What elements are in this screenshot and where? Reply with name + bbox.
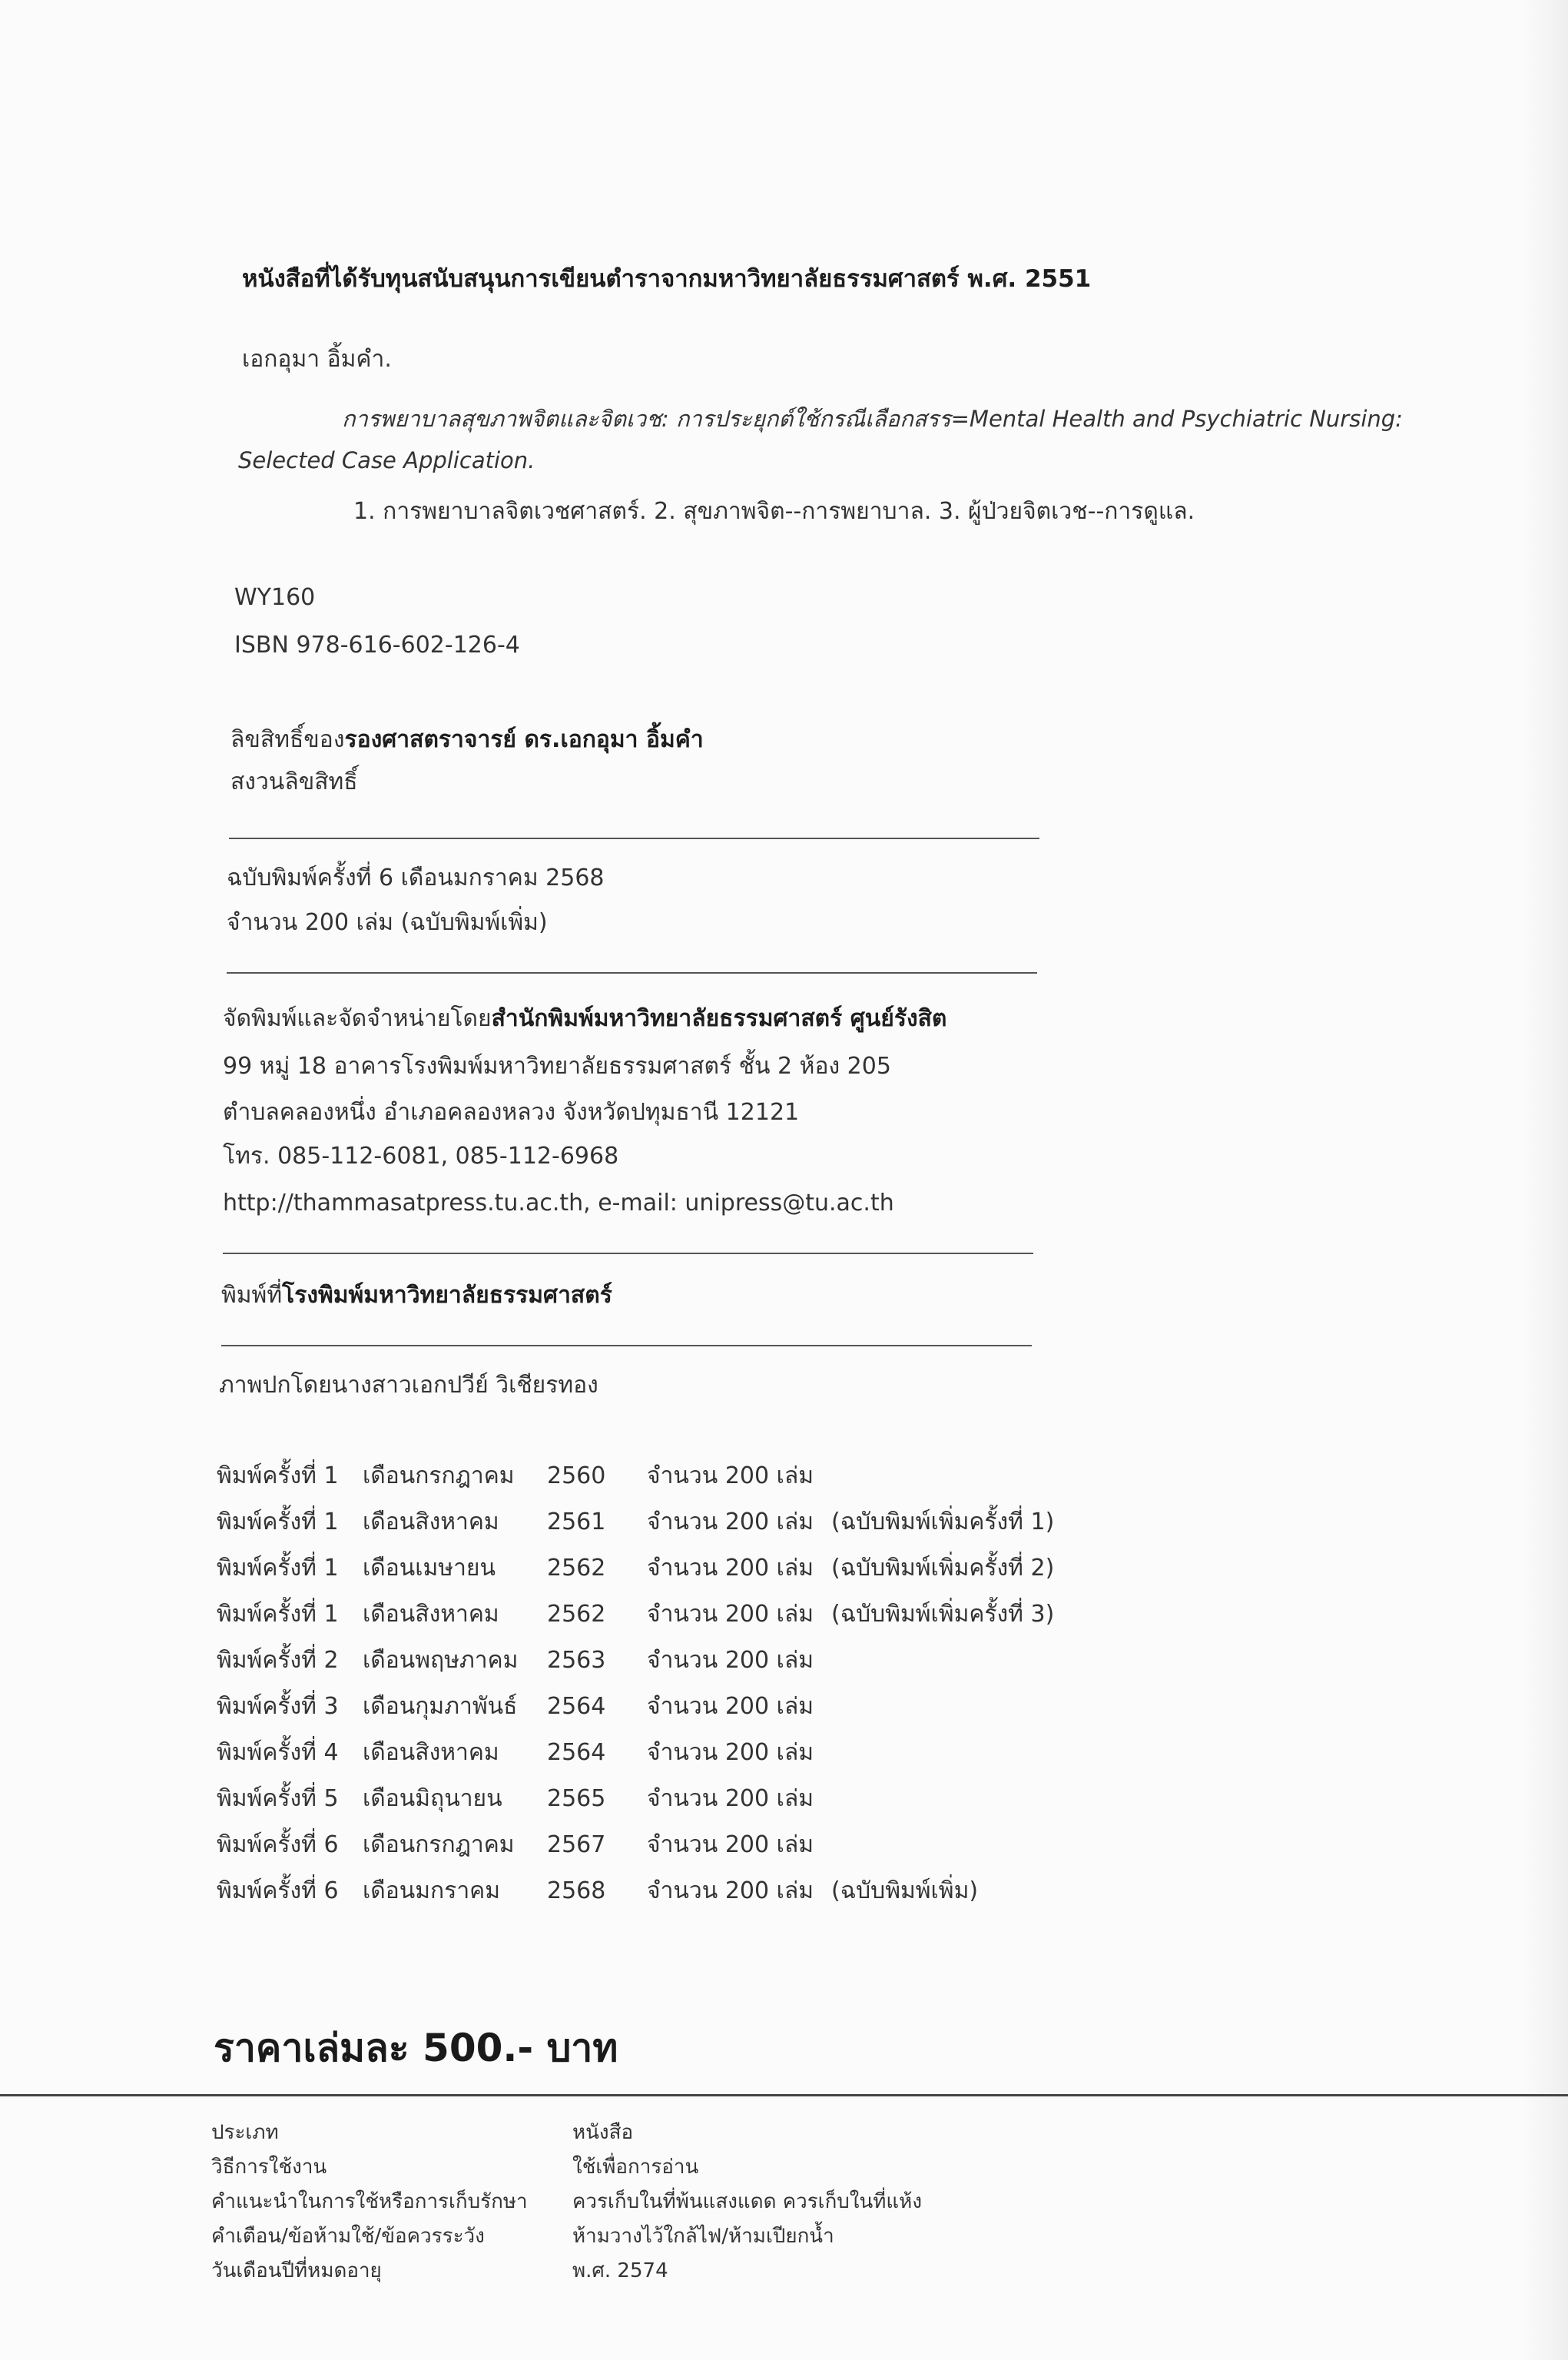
- author-entry: เอกอุมา อิ้มคำ.: [242, 346, 392, 373]
- printer-prefix: พิมพ์ที่: [221, 1282, 283, 1309]
- print-quantity: จำนวน 200 เล่ม: [647, 1692, 814, 1720]
- print-note: [831, 1821, 1092, 1867]
- print-note: [831, 1683, 1092, 1729]
- print-note: (ฉบับพิมพ์เพิ่มครั้งที่ 1): [831, 1508, 1055, 1535]
- print-year: 2565: [547, 1784, 606, 1812]
- print-month: เดือนสิงหาคม: [363, 1738, 499, 1766]
- print-note: [831, 1452, 1092, 1499]
- print-year: 2560: [547, 1462, 606, 1489]
- print-month: เดือนสิงหาคม: [363, 1600, 499, 1628]
- print-label: พิมพ์ครั้งที่ 1: [217, 1508, 339, 1535]
- footer-divider: [0, 2094, 1568, 2096]
- call-number: WY160: [234, 584, 316, 611]
- info-label: วันเดือนปีที่หมดอายุ: [211, 2259, 382, 2282]
- table-row: [217, 1683, 1092, 1729]
- print-month: เดือนมกราคม: [363, 1877, 501, 1904]
- print-label: พิมพ์ครั้งที่ 6: [217, 1877, 339, 1904]
- book-title-line2: Selected Case Application.: [238, 447, 535, 473]
- print-quantity: จำนวน 200 เล่ม: [647, 1646, 814, 1674]
- print-year: 2563: [547, 1646, 606, 1674]
- print-year: 2567: [547, 1831, 606, 1858]
- print-note: (ฉบับพิมพ์เพิ่มครั้งที่ 2): [831, 1554, 1055, 1582]
- info-label: คำเตือน/ข้อห้ามใช้/ข้อควรระวัง: [211, 2225, 485, 2248]
- info-value: หนังสือ: [572, 2121, 634, 2144]
- print-month: เดือนพฤษภาคม: [363, 1646, 519, 1674]
- edition-line: ฉบับพิมพ์ครั้งที่ 6 เดือนมกราคม 2568: [227, 865, 605, 891]
- publisher-prefix: จัดพิมพ์และจัดจำหน่ายโดย: [223, 1005, 492, 1032]
- print-year: 2564: [547, 1738, 606, 1766]
- print-label: พิมพ์ครั้งที่ 2: [217, 1646, 339, 1674]
- publisher-address1: 99 หมู่ 18 อาคารโรงพิมพ์มหาวิทยาลัยธรรมศาสตร์ ชั้น 2 ห้อง 205: [223, 1053, 891, 1080]
- edition-quantity: จำนวน 200 เล่ม (ฉบับพิมพ์เพิ่ม): [227, 909, 548, 936]
- table-row: [217, 1821, 1092, 1867]
- print-quantity: จำนวน 200 เล่ม: [647, 1508, 814, 1535]
- print-year: 2561: [547, 1508, 606, 1535]
- cover-credit: ภาพปกโดยนางสาวเอกปวีย์ วิเชียรทอง: [219, 1372, 598, 1399]
- subject-headings: 1. การพยาบาลจิตเวชศาสตร์. 2. สุขภาพจิต--การพยาบาล. 3. ผู้ป่วยจิตเวช--การดูแล.: [353, 498, 1195, 525]
- print-label: พิมพ์ครั้งที่ 1: [217, 1462, 339, 1489]
- divider: [223, 1253, 1033, 1254]
- print-month: เดือนเมษายน: [363, 1554, 496, 1582]
- print-month: เดือนกุมภาพันธ์: [363, 1692, 518, 1720]
- publisher-line: [223, 1005, 946, 1033]
- divider: [221, 1345, 1032, 1346]
- price: ราคาเล่มละ 500.- บาท: [214, 2026, 618, 2070]
- print-month: เดือนมิถุนายน: [363, 1784, 502, 1812]
- divider: [229, 838, 1039, 839]
- print-note: (ฉบับพิมพ์เพิ่มครั้งที่ 3): [831, 1600, 1055, 1628]
- table-row: [217, 1775, 1092, 1821]
- copyright-line: [230, 726, 704, 754]
- print-label: พิมพ์ครั้งที่ 5: [217, 1784, 339, 1812]
- publisher-web: http://thammasatpress.tu.ac.th, e-mail: unipress@tu.ac.th: [223, 1190, 894, 1217]
- publisher-name: สำนักพิมพ์มหาวิทยาลัยธรรมศาสตร์ ศูนย์รังสิต: [491, 1005, 947, 1032]
- print-quantity: จำนวน 200 เล่ม: [647, 1877, 814, 1904]
- table-row: [217, 1867, 1092, 1914]
- table-row: [217, 1637, 1092, 1683]
- print-month: เดือนสิงหาคม: [363, 1508, 499, 1535]
- printer-name: โรงพิมพ์มหาวิทยาลัยธรรมศาสตร์: [282, 1282, 612, 1309]
- isbn: ISBN 978-616-602-126-4: [234, 632, 520, 659]
- info-label: คำแนะนำในการใช้หรือการเก็บรักษา: [211, 2190, 528, 2213]
- table-row: [217, 1452, 1092, 1499]
- print-history-table: [217, 1452, 1092, 1914]
- funding-heading: หนังสือที่ได้รับทุนสนับสนุนการเขียนตำราจากมหาวิทยาลัยธรรมศาสตร์ พ.ศ. 2551: [242, 265, 1092, 293]
- print-note: [831, 1637, 1092, 1683]
- print-note: [831, 1775, 1092, 1821]
- table-row: [217, 1499, 1092, 1545]
- table-row: [217, 1545, 1092, 1591]
- print-label: พิมพ์ครั้งที่ 1: [217, 1600, 339, 1628]
- print-month: เดือนกรกฎาคม: [363, 1831, 515, 1858]
- rights-reserved: สงวนลิขสิทธิ์: [230, 768, 358, 795]
- print-year: 2562: [547, 1600, 606, 1628]
- printer-line: [221, 1282, 612, 1309]
- print-year: 2568: [547, 1877, 606, 1904]
- copyright-prefix: ลิขสิทธิ์ของ: [230, 726, 345, 753]
- book-title-line1: การพยาบาลสุขภาพจิตและจิตเวช: การประยุกต์ใช้กรณีเลือกสรร=Mental Health and Psychiatric Nursing:: [342, 406, 1403, 432]
- info-label: ประเภท: [211, 2121, 279, 2144]
- info-value: ใช้เพื่อการอ่าน: [572, 2156, 699, 2179]
- print-label: พิมพ์ครั้งที่ 6: [217, 1831, 339, 1858]
- print-year: 2564: [547, 1692, 606, 1720]
- print-year: 2562: [547, 1554, 606, 1582]
- print-note: [831, 1729, 1092, 1775]
- info-value: ควรเก็บในที่พ้นแสงแดด ควรเก็บในที่แห้ง: [572, 2190, 923, 2213]
- table-row: [217, 1591, 1092, 1637]
- info-label: วิธีการใช้งาน: [211, 2156, 327, 2179]
- table-row: [217, 1729, 1092, 1775]
- info-value: ห้ามวางไว้ใกล้ไฟ/ห้ามเปียกน้ำ: [572, 2225, 834, 2248]
- divider: [227, 972, 1037, 974]
- print-month: เดือนกรกฎาคม: [363, 1462, 515, 1489]
- print-label: พิมพ์ครั้งที่ 1: [217, 1554, 339, 1582]
- publisher-phone: โทร. 085-112-6081, 085-112-6968: [223, 1143, 619, 1170]
- print-label: พิมพ์ครั้งที่ 4: [217, 1738, 339, 1766]
- print-note: (ฉบับพิมพ์เพิ่ม): [831, 1877, 979, 1904]
- page-edge-shadow: [1522, 0, 1568, 2360]
- print-quantity: จำนวน 200 เล่ม: [647, 1554, 814, 1582]
- print-quantity: จำนวน 200 เล่ม: [647, 1600, 814, 1628]
- print-quantity: จำนวน 200 เล่ม: [647, 1462, 814, 1489]
- print-quantity: จำนวน 200 เล่ม: [647, 1784, 814, 1812]
- info-value: พ.ศ. 2574: [572, 2259, 668, 2282]
- print-quantity: จำนวน 200 เล่ม: [647, 1831, 814, 1858]
- print-quantity: จำนวน 200 เล่ม: [647, 1738, 814, 1766]
- print-label: พิมพ์ครั้งที่ 3: [217, 1692, 339, 1720]
- copyright-holder: รองศาสตราจารย์ ดร.เอกอุมา อิ้มคำ: [344, 726, 704, 753]
- publisher-address2: ตำบลคลองหนึ่ง อำเภอคลองหลวง จังหวัดปทุมธานี 12121: [223, 1099, 800, 1126]
